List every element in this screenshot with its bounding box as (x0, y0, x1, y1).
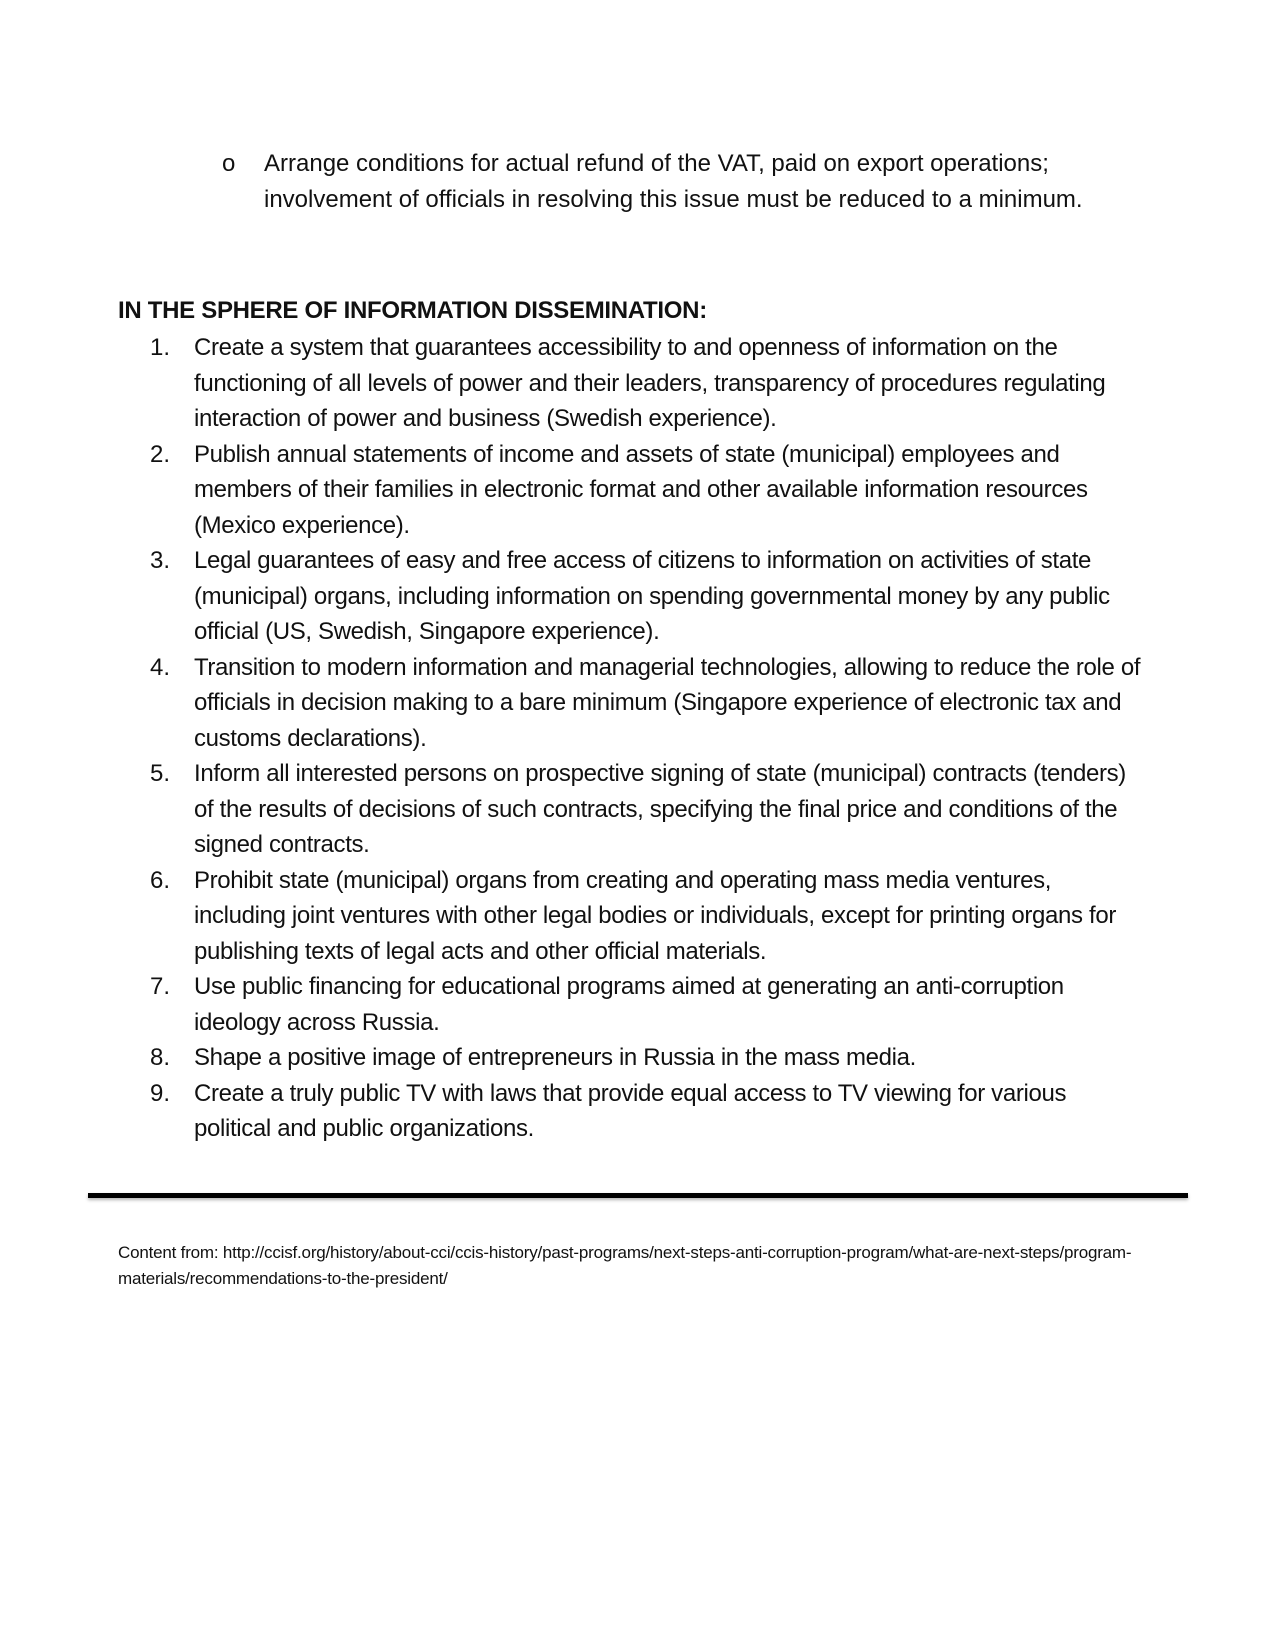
item-number: 7. (150, 973, 171, 1000)
item-text: Legal guarantees of easy and free access of citizens to information on activities of state (municipal) organs, including information on spending governmental money by any public official (US, Swedish, Singapore experience). (194, 547, 1110, 645)
item-number: 4. (150, 653, 171, 681)
section-heading: IN THE SPHERE OF INFORMATION DISSEMINATION: (118, 297, 707, 324)
list-item (150, 863, 1150, 970)
item-number: 5. (150, 760, 171, 787)
item-number: 9. (150, 1079, 171, 1107)
bullet-text: Arrange conditions for actual refund of the VAT, paid on export operations; involvement of officials in resolving this issue must be reduced to a minimum. (264, 150, 1083, 213)
list-item (150, 650, 1150, 757)
bullet-item (222, 146, 1122, 217)
horizontal-rule (88, 1193, 1188, 1198)
item-text: Inform all interested persons on prospective signing of state (municipal) contracts (tenders) of the results of decisions of such contracts, specifying the final price and conditions of the signed contracts. (194, 760, 1126, 858)
item-number: 8. (150, 1044, 171, 1071)
item-number: 2. (150, 440, 171, 468)
list-item (150, 969, 1150, 1040)
list-item (150, 330, 1150, 437)
item-text: Prohibit state (municipal) organs from creating and operating mass media ventures, including joint ventures with other legal bodies or individuals, except for printing organs for publishing texts of legal acts and other official materials. (194, 866, 1116, 965)
source-citation: Content from: http://ccisf.org/history/about-cci/ccis-history/past-programs/next-steps-anti-corruption-program/what-are-next-steps/program-materials/recommendations-to-the-president/ (118, 1243, 1132, 1288)
item-text: Transition to modern information and managerial technologies, allowing to reduce the role of officials in decision making to a bare minimum (Singapore experience of electronic tax and customs declarations). (194, 653, 1141, 752)
bullet-circle-icon: o (222, 150, 236, 177)
bullet-row (222, 146, 1122, 217)
recommendations-list (150, 330, 1150, 1147)
item-text: Shape a positive image of entrepreneurs in Russia in the mass media. (194, 1044, 916, 1071)
item-number: 3. (150, 547, 171, 574)
list-item (150, 437, 1150, 544)
item-text: Create a truly public TV with laws that provide equal access to TV viewing for various political and public organizations. (194, 1079, 1067, 1142)
list-item (150, 543, 1150, 650)
list-item (150, 1076, 1150, 1147)
list-item (150, 756, 1150, 863)
item-text: Use public financing for educational programs aimed at generating an anti-corruption ideology across Russia. (194, 973, 1064, 1036)
item-number: 1. (150, 334, 171, 361)
item-text: Create a system that guarantees accessibility to and openness of information on the functioning of all levels of power and their leaders, transparency of procedures regulating interaction of power and business (Swedish experience). (194, 334, 1106, 432)
list-item (150, 1040, 1150, 1076)
item-number: 6. (150, 866, 171, 894)
item-text: Publish annual statements of income and assets of state (municipal) employees and members of their families in electronic format and other available information resources (Mexico experience). (194, 440, 1088, 539)
